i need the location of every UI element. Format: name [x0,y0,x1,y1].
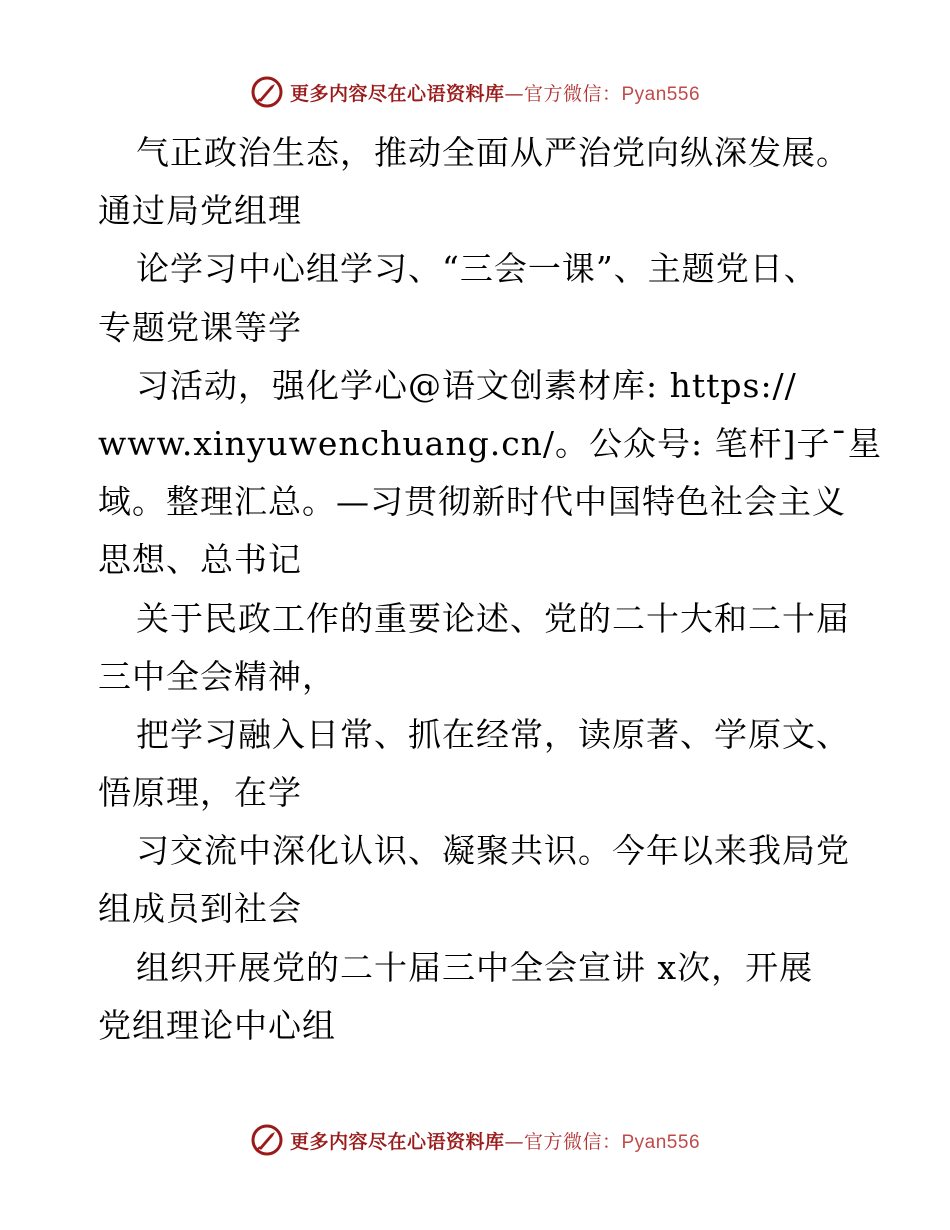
header-banner-separator: — [504,82,524,105]
text-line: 悟原理，在学 [98,773,302,813]
footer-wechat-label: 官方微信： [523,1130,622,1153]
text-line: 三中全会精神， [98,656,336,696]
text-line: 域。整理汇总。—习贯彻新时代中国特色社会主义 [98,482,846,522]
text-line: 习活动，强化学心@语文创素材库: https:// [136,365,797,405]
header-wechat-label: 官方微信： [523,82,622,105]
text-line: 党组理论中心组 [98,1005,336,1045]
text-line: 气正政治生态，推动全面从严治党向纵深发展。 [136,133,850,172]
text-line: 习交流中深化认识、凝聚共识。今年以来我局党 [136,831,850,871]
footer-banner [0,1120,950,1160]
text-line: 把学习融入日常、抓在经常，读原著、学原文、 [136,714,850,754]
text-line: 论学习中心组学习、“三会一课”、主题党日、 [136,249,818,289]
text-line: 专题党课等学 [98,307,302,347]
footer-wechat-id: Pyan556 [621,1131,701,1153]
text-line: 组织开展党的二十届三中全会宣讲 x次，开展 [136,947,814,987]
pen-logo-icon [250,75,284,109]
header-banner-title: 更多内容尽在心语资料库 [289,82,505,105]
header-banner-text [290,79,700,106]
header-wechat-id: Pyan556 [621,83,701,105]
text-line: www.xinyuwenchuang.cn/。公众号: 笔杆]子¯星 [98,423,883,463]
text-line: 组成员到社会 [98,889,302,929]
header-banner [0,72,950,112]
text-line: 关于民政工作的重要论述、党的二十大和二十届 [136,598,850,638]
text-line: 思想、总书记 [98,540,302,580]
footer-banner-text [290,1127,700,1154]
pen-logo-icon [250,1123,284,1157]
document-body [98,124,883,1055]
footer-banner-separator: — [504,1130,524,1153]
text-line: 通过局党组理 [98,191,302,231]
footer-banner-title: 更多内容尽在心语资料库 [289,1130,505,1153]
